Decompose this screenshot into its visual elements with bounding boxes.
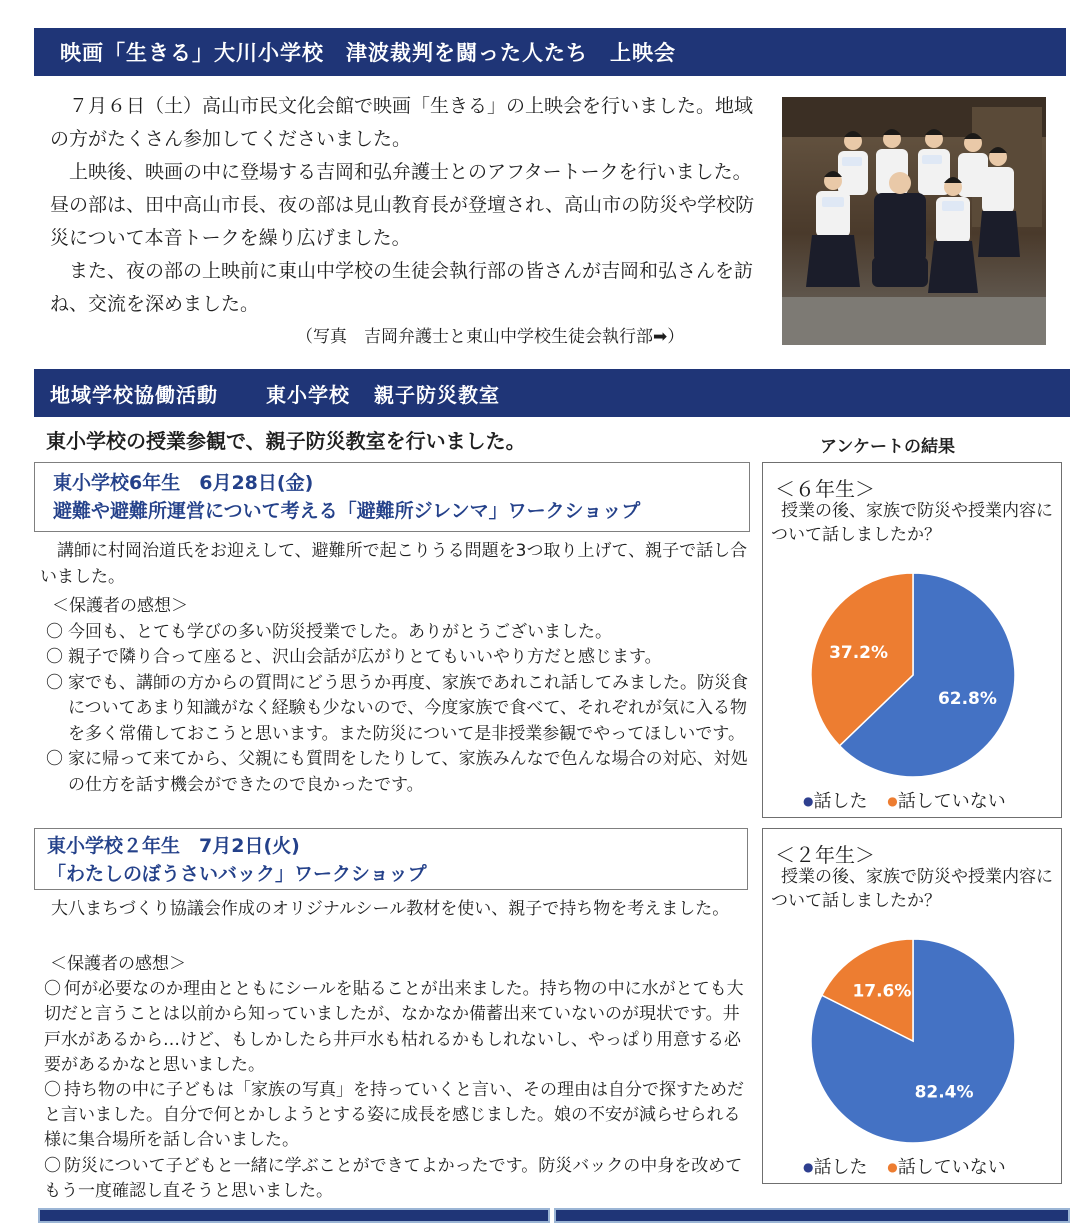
- survey-chart-grade2: [762, 828, 1062, 1184]
- event-description: 大八まちづくり協議会作成のオリジナルシール教材を使い、親子で持ち物を考えました。: [34, 899, 730, 919]
- section-title-part: 親子防災教室: [374, 382, 500, 407]
- legend-swatch: ●: [803, 1160, 814, 1174]
- comment-item: 〇 何が必要なのか理由とともにシールを貼ることが出来ました。持ち物の中に水がとても大切だと言うことは以前から知っていましたが、なかなか備蓄出来ていないのが現状です。井戸水があるから…けど、もしかしたら井戸水も枯れるかもしれないし、やっぱり用意する必要があるかなと思いました。: [44, 977, 750, 1078]
- intro-paragraph: 上映後、映画の中に登場する吉岡和弘弁護士とのアフタートークを行いました。昼の部は、田中高山市長、夜の部は見山教育長が登壇され、高山市の防災や学校防災について本音トークを繰り広げました。: [50, 161, 755, 249]
- event-name-line: 避難や避難所運営について考える「避難所ジレンマ」ワークショップ: [53, 500, 641, 522]
- chart-legend: [803, 787, 1020, 813]
- event-date-line: 東小学校6年生 6月28日(金): [53, 472, 314, 494]
- section-title: 映画「生きる」大川小学校 津波裁判を闘った人たち 上映会: [60, 41, 676, 65]
- section-title-part: 東小学校: [266, 382, 350, 407]
- legend-item: [803, 1157, 867, 1178]
- pie-data-label: 62.8%: [937, 689, 997, 710]
- comments-heading: ＜保護者の感想＞: [50, 954, 186, 974]
- legend-label: 話していない: [897, 1157, 1006, 1178]
- legend-label: 話した: [813, 1157, 868, 1178]
- pie-chart: [803, 565, 1023, 785]
- chart-title: ＜６年生＞: [775, 477, 875, 501]
- survey-chart-grade6: [762, 462, 1062, 818]
- legend-swatch: ●: [887, 794, 898, 808]
- event-name-line: 「わたしのぼうさいバック」ワークショップ: [47, 863, 427, 885]
- event-title-box-grade2: [34, 828, 748, 890]
- chart-question: 授業の後、家族で防災や授業内容について話しましたか？: [771, 867, 1053, 911]
- intro-text: [50, 90, 760, 321]
- pie-data-label: 37.2%: [829, 642, 889, 663]
- comment-item: 〇 持ち物の中に子どもは「家族の写真」を持っていくと言い、その理由は自分で探すためだと言いました。自分で何とかしようとする姿に成長を感じました。娘の不安が減らせられる様に集合場所を話し合いました。: [44, 1078, 750, 1154]
- intro-paragraph: また、夜の部の上映前に東山中学校の生徒会執行部の皆さんが吉岡和弘さんを訪ね、交流を深めました。: [50, 260, 754, 315]
- legend-swatch: ●: [887, 1160, 898, 1174]
- next-section-banner-left: [38, 1208, 550, 1223]
- event-title-box-grade6: [34, 462, 750, 532]
- comment-item: 〇 親子で隣り合って座ると、沢山会話が広がりとてもいいやり方だと感じます。: [46, 645, 752, 671]
- legend-label: 話した: [813, 791, 868, 812]
- photo-caption: （写真 吉岡弁護士と東山中学校生徒会執行部➡）: [296, 327, 685, 347]
- legend-swatch: ●: [803, 794, 814, 808]
- comment-item: 〇 家でも、講師の方からの質問にどう思うか再度、家族であれこれ話してみました。防災食についてあまり知識がなく経験も少ないので、今度家族で食べて、それぞれが気に入る物を多く常備しておこうと思います。また防災について是非授業参観でやってほしいです。: [46, 671, 752, 748]
- comment-item: 〇 家に帰って来てから、父親にも質問をしたりして、家族みんなで色んな場合の対応、対処の仕方を話す機会ができたので良かったです。: [46, 747, 752, 798]
- lead-text: 東小学校の授業参観で、親子防災教室を行いました。: [46, 429, 526, 453]
- chart-legend: [803, 1153, 1020, 1179]
- comment-item: 〇 今回も、とても学びの多い防災授業でした。ありがとうございました。: [46, 620, 752, 646]
- legend-item: [887, 1157, 1005, 1178]
- parent-comments-list: [44, 952, 750, 1204]
- legend-item: [803, 791, 867, 812]
- event-date-line: 東小学校２年生 7月2日(火): [47, 835, 300, 857]
- intro-paragraph: ７月６日（土）高山市民文化会館で映画「生きる」の上映会を行いました。地域の方がたくさん参加してくださいました。: [50, 95, 754, 150]
- chart-title: ＜２年生＞: [775, 843, 875, 867]
- section-banner-screening: [34, 28, 1066, 76]
- comments-heading: ＜保護者の感想＞: [52, 596, 188, 616]
- survey-heading: アンケートの結果: [820, 437, 955, 457]
- chart-question: 授業の後、家族で防災や授業内容について話しましたか？: [771, 501, 1053, 545]
- event-description: 講師に村岡治道氏をお迎えして、避難所で起こりうる問題を3つ取り上げて、親子で話し合いました。: [40, 541, 748, 587]
- group-photo-image: [782, 97, 1046, 345]
- pie-data-label: 17.6%: [852, 981, 912, 1002]
- legend-item: [887, 791, 1005, 812]
- group-photo: [782, 97, 1046, 345]
- parent-comments-list: [46, 594, 752, 798]
- pie-chart: [803, 931, 1023, 1151]
- section-banner-disaster-class: [34, 369, 1070, 417]
- section-title-part: 地域学校協働活動: [50, 382, 218, 407]
- comment-item: 〇 防災について子どもと一緒に学ぶことができてよかったです。防災バックの中身を改めてもう一度確認し直そうと思いました。: [44, 1154, 750, 1204]
- next-section-banner-right: [554, 1208, 1070, 1223]
- legend-label: 話していない: [897, 791, 1006, 812]
- pie-data-label: 82.4%: [914, 1082, 974, 1103]
